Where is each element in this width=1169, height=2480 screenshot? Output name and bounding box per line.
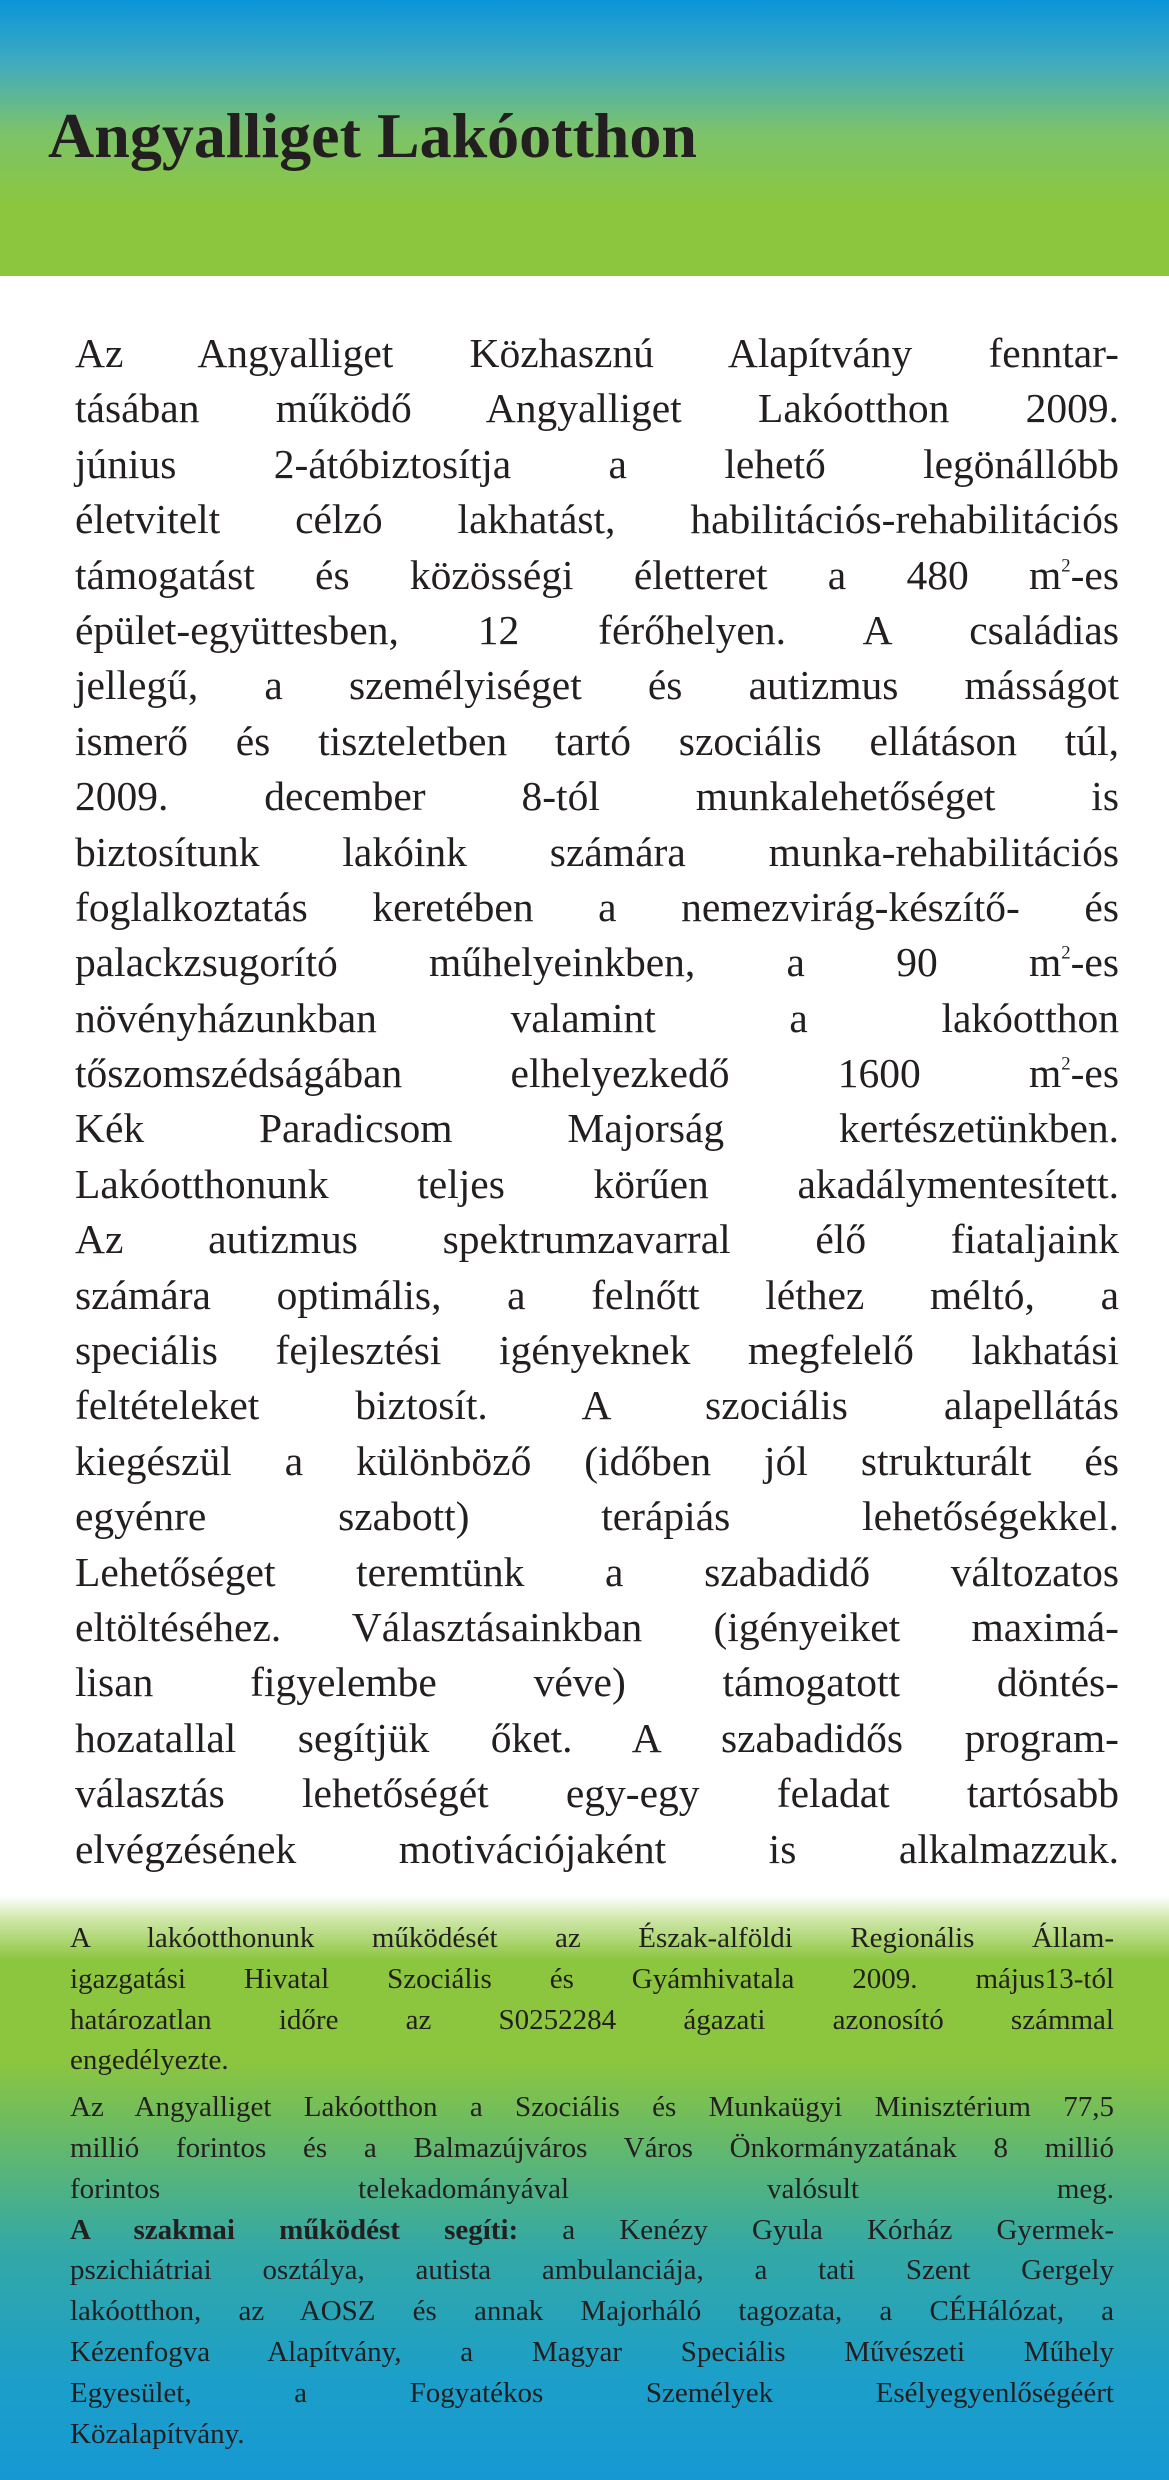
text-line: számára optimális, a felnőtt léthez méltó, a — [75, 1271, 1119, 1318]
footer-line: lakóotthon, az AOSZ és annak Majorháló tagozata, a CÉHálózat, a — [70, 2295, 1114, 2328]
footer-text — [70, 1918, 1114, 2454]
footer-line: A lakóotthonunk működését az Észak-alföldi Regionális Állam- — [70, 1922, 1114, 1954]
text-line: 2009. december 8-tól munkalehetőséget is — [75, 773, 1119, 820]
main-text — [75, 326, 1119, 1877]
unit-suffix: -es — [1070, 551, 1119, 598]
text-fragment: támogatást és közösségi életteret a 480 m — [75, 551, 1062, 598]
text-line: feltételeket biztosít. A szociális alapellátás — [75, 1382, 1119, 1429]
text-line: Lehetőséget teremtünk a szabadidő változatos — [75, 1548, 1119, 1595]
text-line: tásában működő Angyalliget Lakóotthon 2009. — [75, 385, 1119, 432]
footer-line-rest: a Kenézy Gyula Kórház Gyermek- — [518, 2213, 1114, 2246]
text-line: elvégzésének motivációjaként is alkalmazzuk. — [75, 1825, 1119, 1872]
footer-line: Az Angyalliget Lakóotthon a Szociális és Munkaügyi Minisztérium 77,5 — [70, 2091, 1114, 2124]
header-banner — [0, 0, 1169, 276]
text-line: június 2-átóbiztosítja a lehető legönállóbb — [75, 440, 1119, 487]
unit-suffix: -es — [1070, 939, 1119, 986]
text-line: növényházunkban valamint a lakóotthon — [75, 994, 1119, 1041]
footer-line: Közalapítvány. — [70, 2417, 245, 2450]
footer-line: engedélyezte. — [70, 2044, 229, 2077]
text-line: hozatallal segítjük őket. A szabadidős program- — [75, 1714, 1119, 1761]
text-line-with-superscript — [75, 1046, 1119, 1101]
text-line: életvitelt célzó lakhatást, habilitációs-rehabilitációs — [75, 496, 1119, 543]
text-line: Az Angyalliget Közhasznú Alapítvány fenntar- — [75, 330, 1119, 376]
text-line: speciális fejlesztési igényeknek megfelelő lakhatási — [75, 1327, 1119, 1374]
footer-line-with-lead — [70, 2210, 1114, 2251]
text-line-with-superscript — [75, 548, 1119, 603]
footer-line: forintos telekadományával valósult meg. — [70, 2172, 1114, 2205]
footer-lead: A szakmai működést segíti: — [70, 2213, 519, 2246]
footer-line: millió forintos és a Balmazújváros Város Önkormányzatának 8 millió — [70, 2131, 1114, 2164]
text-line: Kék Paradicsom Majorság kertészetünkben. — [75, 1105, 1119, 1152]
unit-suffix: -es — [1070, 1050, 1119, 1097]
footer-line: Kézenfogva Alapítvány, a Magyar Speciális Művészeti Műhely — [70, 2335, 1114, 2368]
text-line: ismerő és tiszteletben tartó szociális ellátáson túl, — [75, 717, 1119, 764]
footer-line: Egyesület, a Fogyatékos Személyek Esélyegyenlőségéért — [70, 2376, 1114, 2409]
footer-line: határozatlan időre az S0252284 ágazati azonosító számmal — [70, 2003, 1114, 2036]
text-line: foglalkoztatás keretében a nemezvirág-készítő- és — [75, 883, 1119, 930]
text-line: Az autizmus spektrumzavarral élő fiataljaink — [75, 1216, 1119, 1263]
text-line: lisan figyelembe véve) támogatott döntés- — [75, 1659, 1119, 1706]
text-line: egyénre szabott) terápiás lehetőségekkel. — [75, 1493, 1119, 1540]
text-line: épület-együttesben, 12 férőhelyen. A családias — [75, 606, 1119, 653]
text-fragment: tőszomszédságában elhelyezkedő 1600 m — [75, 1050, 1062, 1097]
page-title: Angyalliget Lakóotthon — [48, 100, 697, 171]
text-line: választás lehetőségét egy-egy feladat tartósabb — [75, 1770, 1119, 1817]
text-line: kiegészül a különböző (időben jól strukturált és — [75, 1437, 1119, 1484]
footer-line: pszichiátriai osztálya, autista ambulanciája, a tati Szent Gergely — [70, 2254, 1114, 2287]
superscript: 2 — [1061, 1053, 1071, 1075]
text-line: eltöltéséhez. Választásainkban (igényeiket maximá- — [75, 1603, 1119, 1650]
superscript: 2 — [1061, 554, 1071, 576]
superscript: 2 — [1061, 942, 1071, 964]
footer-line: igazgatási Hivatal Szociális és Gyámhivatala 2009. május13-tól — [70, 1962, 1114, 1995]
text-fragment: palackzsugorító műhelyeinkben, a 90 m — [75, 939, 1062, 986]
text-line: biztosítunk lakóink számára munka-rehabilitációs — [75, 828, 1119, 875]
text-line-with-superscript — [75, 935, 1119, 990]
text-line: jellegű, a személyiséget és autizmus másságot — [75, 662, 1119, 709]
text-line: Lakóotthonunk teljes körűen akadálymentesített. — [75, 1160, 1119, 1207]
